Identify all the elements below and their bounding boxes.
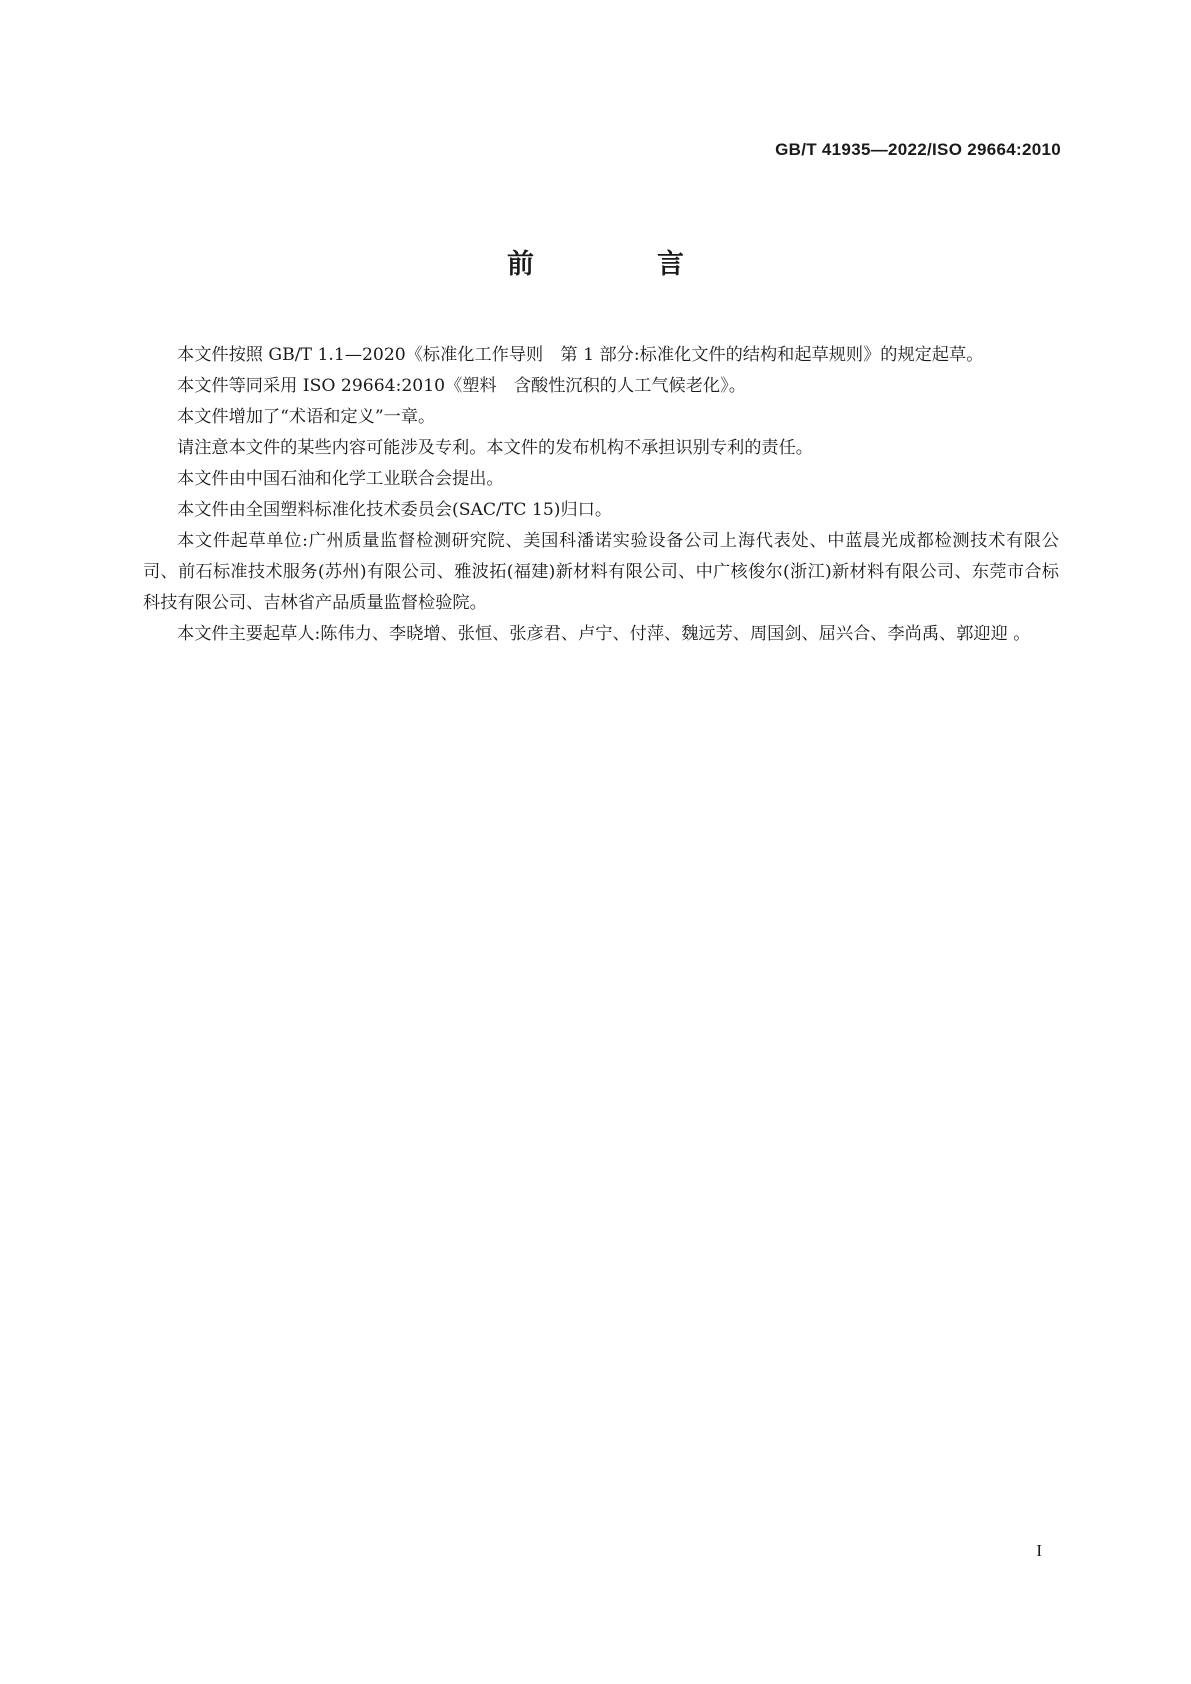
page-title: 前 言 [507, 249, 732, 280]
paragraph-terms-added: 本文件增加了“术语和定义”一章。 [177, 407, 436, 427]
standard-code: GB/T 41935—2022/ISO 29664:2010 [775, 140, 1061, 159]
foreword-body [143, 340, 1059, 650]
paragraph-drafting-units: 本文件起草单位:广州质量监督检测研究院、美国科潘诺实验设备公司上海代表处、中蓝晨光成都检测技术有限公司、前石标准技术服务(苏州)有限公司、雅波拓(福建)新材料有限公司、中广核俊尔(浙江)新材料有限公司、东莞市合标科技有限公司、吉林省产品质量监督检验院。 [143, 531, 1059, 613]
paragraph-adoption: 本文件等同采用 ISO 29664:2010《塑料 含酸性沉积的人工气候老化》。 [177, 376, 746, 396]
paragraph-proposed-by: 本文件由中国石油和化学工业联合会提出。 [177, 469, 504, 489]
paragraph-drafting-rules: 本文件按照 GB/T 1.1—2020《标准化工作导则 第 1 部分:标准化文件的结构和起草规则》的规定起草。 [177, 345, 984, 365]
paragraph-drafters: 本文件主要起草人:陈伟力、李晓增、张恒、张彦君、卢宁、付萍、魏远芳、周国剑、屈兴合、李尚禹、郭迎迎 。 [177, 624, 1031, 644]
paragraph-centralized-by: 本文件由全国塑料标准化技术委员会(SAC/TC 15)归口。 [177, 500, 613, 520]
page-number: I [1036, 1541, 1042, 1560]
paragraph-patent-notice: 请注意本文件的某些内容可能涉及专利。本文件的发布机构不承担识别专利的责任。 [177, 438, 813, 458]
